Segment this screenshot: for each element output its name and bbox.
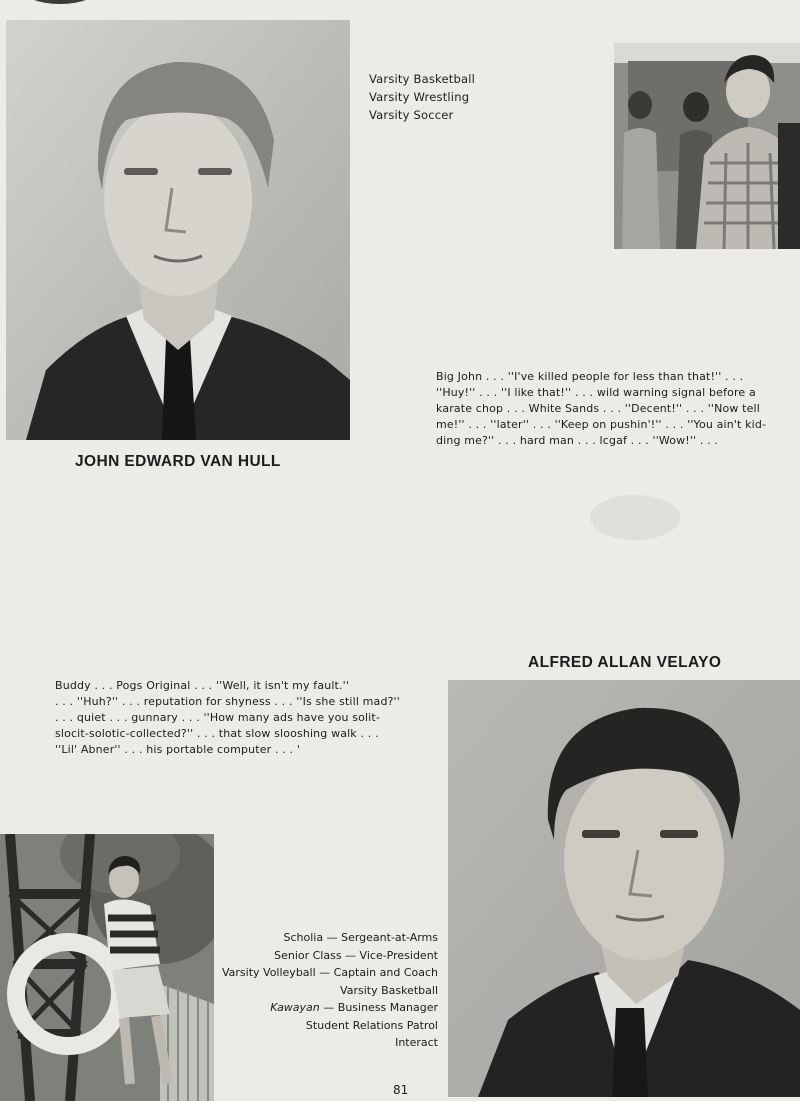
student-blurb-1 <box>436 369 767 449</box>
portrait-photo-1 <box>6 20 350 440</box>
activity-item: Varsity Soccer <box>369 108 454 122</box>
blurb-line: Big John . . . ''I've killed people for less than that!'' . . . <box>436 370 744 383</box>
portrait-photo-2 <box>448 680 800 1097</box>
activities-list-2 <box>214 929 438 1052</box>
blurb-line: Buddy . . . Pogs Original . . . ''Well, it isn't my fault.'' <box>55 679 350 692</box>
blurb-line: ''Lil' Abner'' . . . his portable computer . . . ' <box>55 743 300 756</box>
activity-item: Varsity Volleyball — Captain and Coach <box>221 966 438 979</box>
blurb-line: ding me?'' . . . hard man . . . lcgaf . . . ''Wow!'' . . . <box>436 434 719 447</box>
activity-item: Scholia — Sergeant-at-Arms <box>283 931 438 944</box>
page-number: 81 <box>393 1083 409 1097</box>
activity-item: Varsity Basketball <box>369 72 476 86</box>
corner-shadow <box>20 0 100 4</box>
blurb-line: ''Huy!'' . . . ''I like that!'' . . . wild warning signal before a <box>436 386 756 399</box>
student-blurb-2 <box>55 678 400 758</box>
student-name-2: ALFRED ALLAN VELAYO <box>528 654 722 671</box>
activity-item: Interact <box>395 1036 438 1049</box>
activity-item: Senior Class — Vice-President <box>274 948 438 962</box>
blurb-line: karate chop . . . White Sands . . . ''Decent!'' . . . ''Now tell <box>436 402 760 415</box>
page-stain <box>590 495 680 540</box>
activity-item: Varsity Wrestling <box>369 90 470 104</box>
student-name-1: JOHN EDWARD VAN HULL <box>75 453 281 470</box>
candid-photo-1 <box>614 43 800 249</box>
activities-list-1 <box>369 70 475 124</box>
blurb-line: me!'' . . . ''later'' . . . ''Keep on pushin'!'' . . . ''You ain't kid- <box>436 418 767 431</box>
candid-photo-2 <box>0 834 214 1101</box>
activity-item: Student Relations Patrol <box>305 1018 438 1032</box>
blurb-line: slocit-solotic-collected?'' . . . that slow slooshing walk . . . <box>55 727 379 740</box>
activity-role: — Business Manager <box>319 1001 438 1014</box>
blurb-line: . . . quiet . . . gunnary . . . ''How many ads have you solit- <box>55 711 380 724</box>
activity-item <box>214 999 438 1017</box>
activity-item: Varsity Basketball <box>340 983 438 997</box>
publication-name: Kawayan <box>270 1001 320 1014</box>
blurb-line: . . . ''Huh?'' . . . reputation for shyness . . . ''Is she still mad?'' <box>55 695 400 708</box>
